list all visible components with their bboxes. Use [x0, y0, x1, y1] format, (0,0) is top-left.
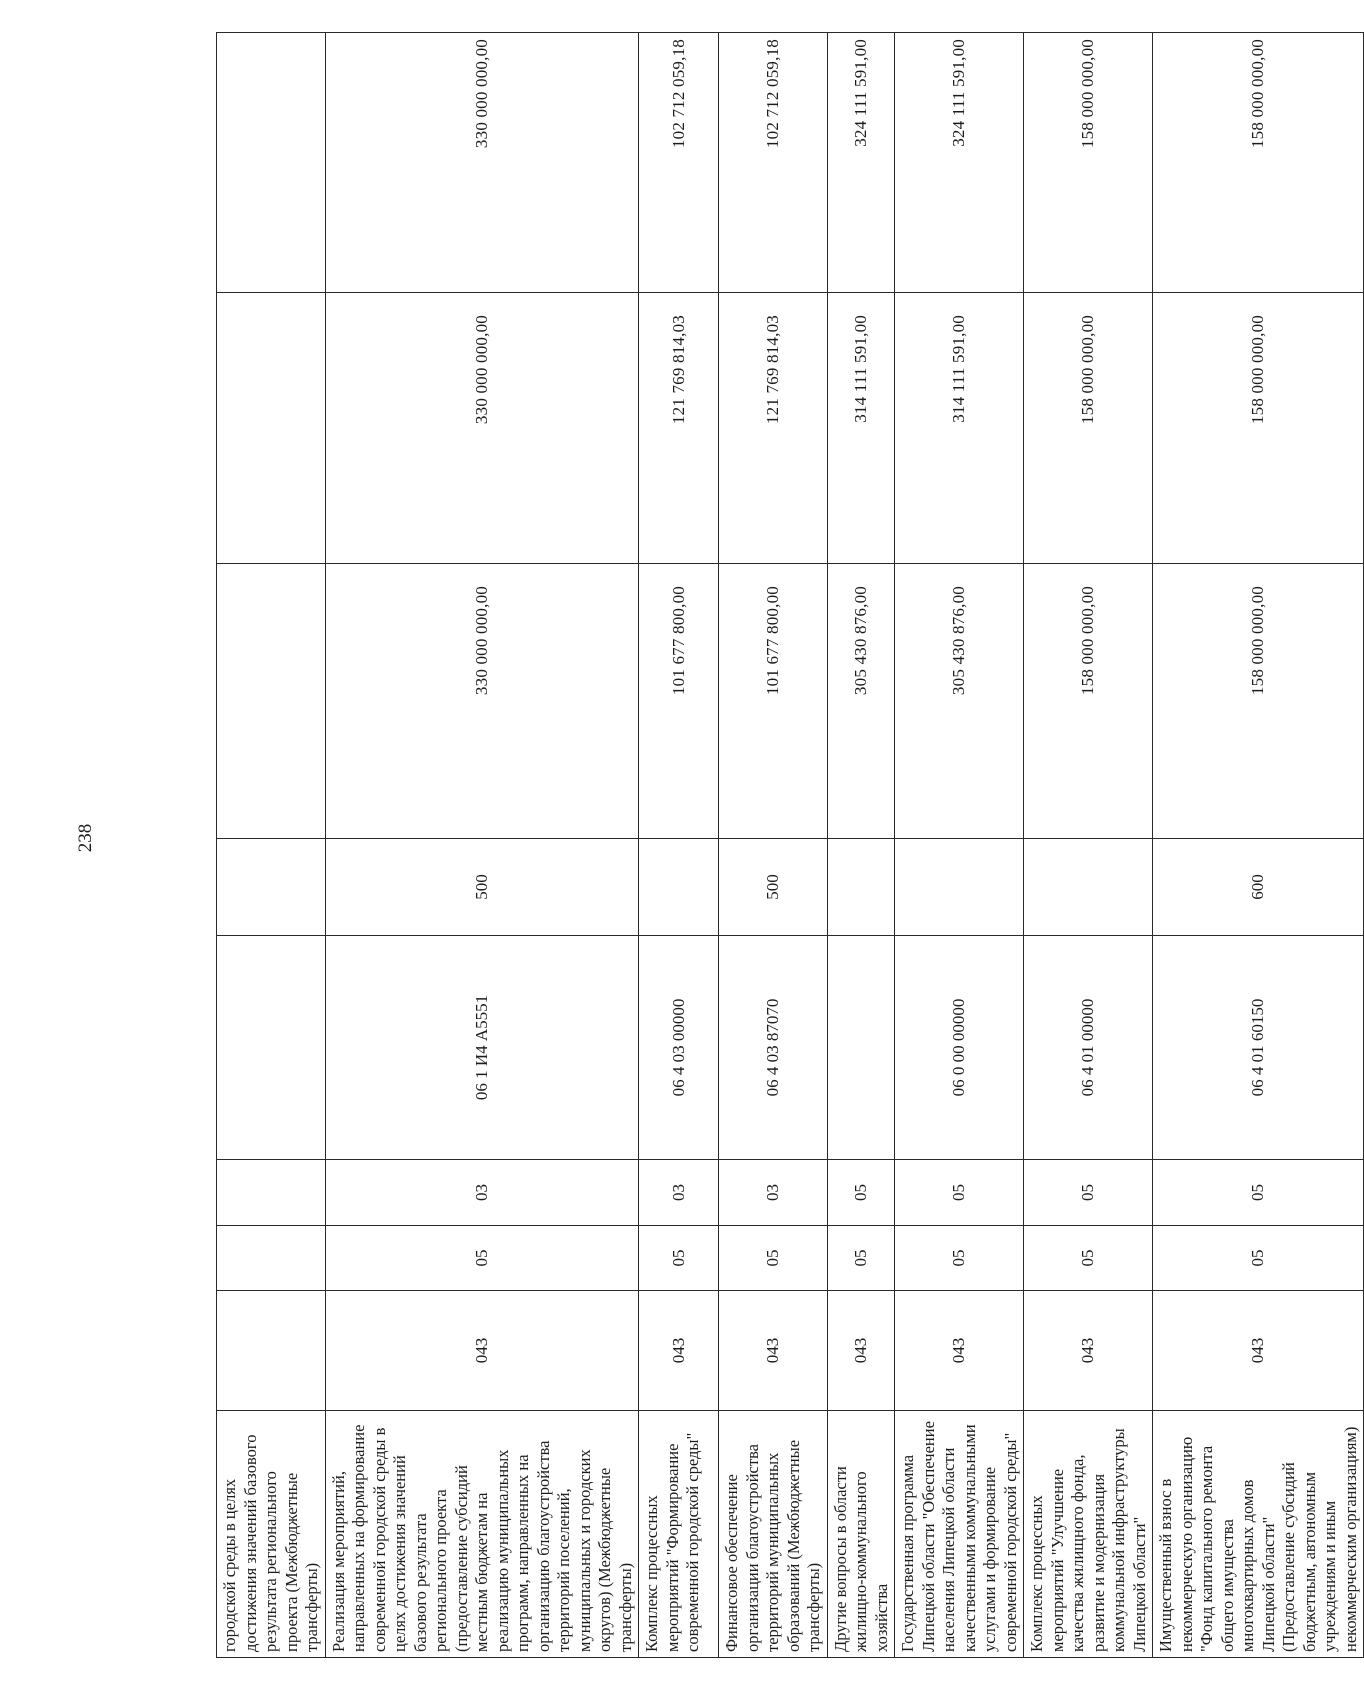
cell-target-article: 06 4 03 00000 [638, 935, 718, 1159]
cell-amount-year-1: 158 000 000,00 [1152, 563, 1363, 838]
cell-ministry-code: 043 [1023, 1290, 1152, 1410]
cell-expense-type: 600 [1152, 838, 1363, 935]
cell-description: Комплекс процессных мероприятий "Улучшение качества жилищного фонда, развитие и модернизация коммунальной инфраструктуры Липецкой области" [1023, 1410, 1152, 1657]
cell-amount-year-1: 330 000 000,00 [325, 563, 639, 838]
cell-ministry-code: 043 [894, 1290, 1023, 1410]
cell-description: Другие вопросы в области жилищно-коммунального хозяйства [827, 1410, 895, 1657]
table-row [325, 32, 639, 1657]
cell-amount-year-3: 330 000 000,00 [325, 32, 639, 292]
table-row [1023, 32, 1152, 1657]
cell-amount-year-2: 314 111 591,00 [894, 292, 1023, 563]
cell-ministry-code: 043 [325, 1290, 639, 1410]
cell-description: Имущественный взнос в некоммерческую организацию "Фонд капитального ремонта общего имущества многоквартирных домов Липецкой области" (Предоставление субсидий бюджетным, автономным учреждениям и иным некоммерческим организациям) [1152, 1410, 1363, 1657]
cell-amount-year-3: 324 111 591,00 [894, 32, 1023, 292]
cell-target-article [827, 935, 895, 1159]
table-body [216, 32, 1363, 1657]
cell-amount-year-1: 305 430 876,00 [827, 563, 895, 838]
cell-expense-type [216, 838, 325, 935]
table-row [718, 32, 827, 1657]
cell-ministry-code [216, 1290, 325, 1410]
cell-section [216, 1225, 325, 1290]
cell-subsection: 05 [894, 1159, 1023, 1225]
budget-table [216, 32, 1364, 1658]
cell-amount-year-3 [216, 32, 325, 292]
cell-amount-year-3: 102 712 059,18 [638, 32, 718, 292]
cell-amount-year-2: 121 769 814,03 [718, 292, 827, 563]
cell-target-article: 06 1 И4 А5551 [325, 935, 639, 1159]
cell-subsection: 05 [1152, 1159, 1363, 1225]
cell-amount-year-1: 101 677 800,00 [638, 563, 718, 838]
cell-description: Комплекс процессных мероприятий "Формирование современной городской среды" [638, 1410, 718, 1657]
cell-section: 05 [1152, 1225, 1363, 1290]
cell-amount-year-1: 158 000 000,00 [1023, 563, 1152, 838]
cell-subsection: 03 [718, 1159, 827, 1225]
cell-expense-type [894, 838, 1023, 935]
cell-target-article [216, 935, 325, 1159]
cell-amount-year-1: 101 677 800,00 [718, 563, 827, 838]
cell-description: городской среды в целях достижения значений базового результата регионального проекта (Межбюджетные трансферты) [216, 1410, 325, 1657]
cell-expense-type: 500 [718, 838, 827, 935]
cell-subsection: 05 [827, 1159, 895, 1225]
cell-description: Государственная программа Липецкой области "Обеспечение населения Липецкой области качественными коммунальными услугами и формирование современной городской среды" [894, 1410, 1023, 1657]
cell-amount-year-1: 305 430 876,00 [894, 563, 1023, 838]
page-number: 238 [75, 823, 96, 853]
cell-section: 05 [827, 1225, 895, 1290]
cell-section: 05 [325, 1225, 639, 1290]
table-row [638, 32, 718, 1657]
cell-ministry-code: 043 [638, 1290, 718, 1410]
cell-amount-year-2: 158 000 000,00 [1023, 292, 1152, 563]
cell-section: 05 [894, 1225, 1023, 1290]
cell-subsection [216, 1159, 325, 1225]
cell-subsection: 03 [638, 1159, 718, 1225]
cell-amount-year-1 [216, 563, 325, 838]
cell-target-article: 06 4 01 60150 [1152, 935, 1363, 1159]
cell-amount-year-2: 121 769 814,03 [638, 292, 718, 563]
cell-target-article: 06 4 03 87070 [718, 935, 827, 1159]
cell-amount-year-3: 158 000 000,00 [1023, 32, 1152, 292]
cell-ministry-code: 043 [718, 1290, 827, 1410]
cell-amount-year-3: 324 111 591,00 [827, 32, 895, 292]
cell-amount-year-3: 102 712 059,18 [718, 32, 827, 292]
table-row [894, 32, 1023, 1657]
cell-expense-type: 500 [325, 838, 639, 935]
cell-ministry-code: 043 [827, 1290, 895, 1410]
cell-description: Финансовое обеспечение организации благоустройства территорий муниципальных образований (Межбюджетные трансферты) [718, 1410, 827, 1657]
cell-amount-year-2 [216, 292, 325, 563]
cell-amount-year-2: 158 000 000,00 [1152, 292, 1363, 563]
cell-section: 05 [638, 1225, 718, 1290]
rotated-table-container [216, 33, 1359, 1658]
cell-amount-year-2: 330 000 000,00 [325, 292, 639, 563]
cell-subsection: 03 [325, 1159, 639, 1225]
table-row [827, 32, 895, 1657]
cell-ministry-code: 043 [1152, 1290, 1363, 1410]
cell-subsection: 05 [1023, 1159, 1152, 1225]
cell-amount-year-3: 158 000 000,00 [1152, 32, 1363, 292]
cell-target-article: 06 4 01 00000 [1023, 935, 1152, 1159]
table-row [216, 32, 325, 1657]
cell-expense-type [1023, 838, 1152, 935]
cell-expense-type [638, 838, 718, 935]
table-row [1152, 32, 1363, 1657]
cell-section: 05 [1023, 1225, 1152, 1290]
cell-expense-type [827, 838, 895, 935]
cell-description: Реализация мероприятий, направленных на формирование современной городской среды в целях достижения значений базового результата регионального проекта (предоставление субсидий местным бюджетам на реализацию муниципальных программ, направленных на организацию благоустройства территорий поселений, муниципальных и городских округов) (Межбюджетные трансферты) [325, 1410, 639, 1657]
cell-amount-year-2: 314 111 591,00 [827, 292, 895, 563]
cell-section: 05 [718, 1225, 827, 1290]
cell-target-article: 06 0 00 00000 [894, 935, 1023, 1159]
